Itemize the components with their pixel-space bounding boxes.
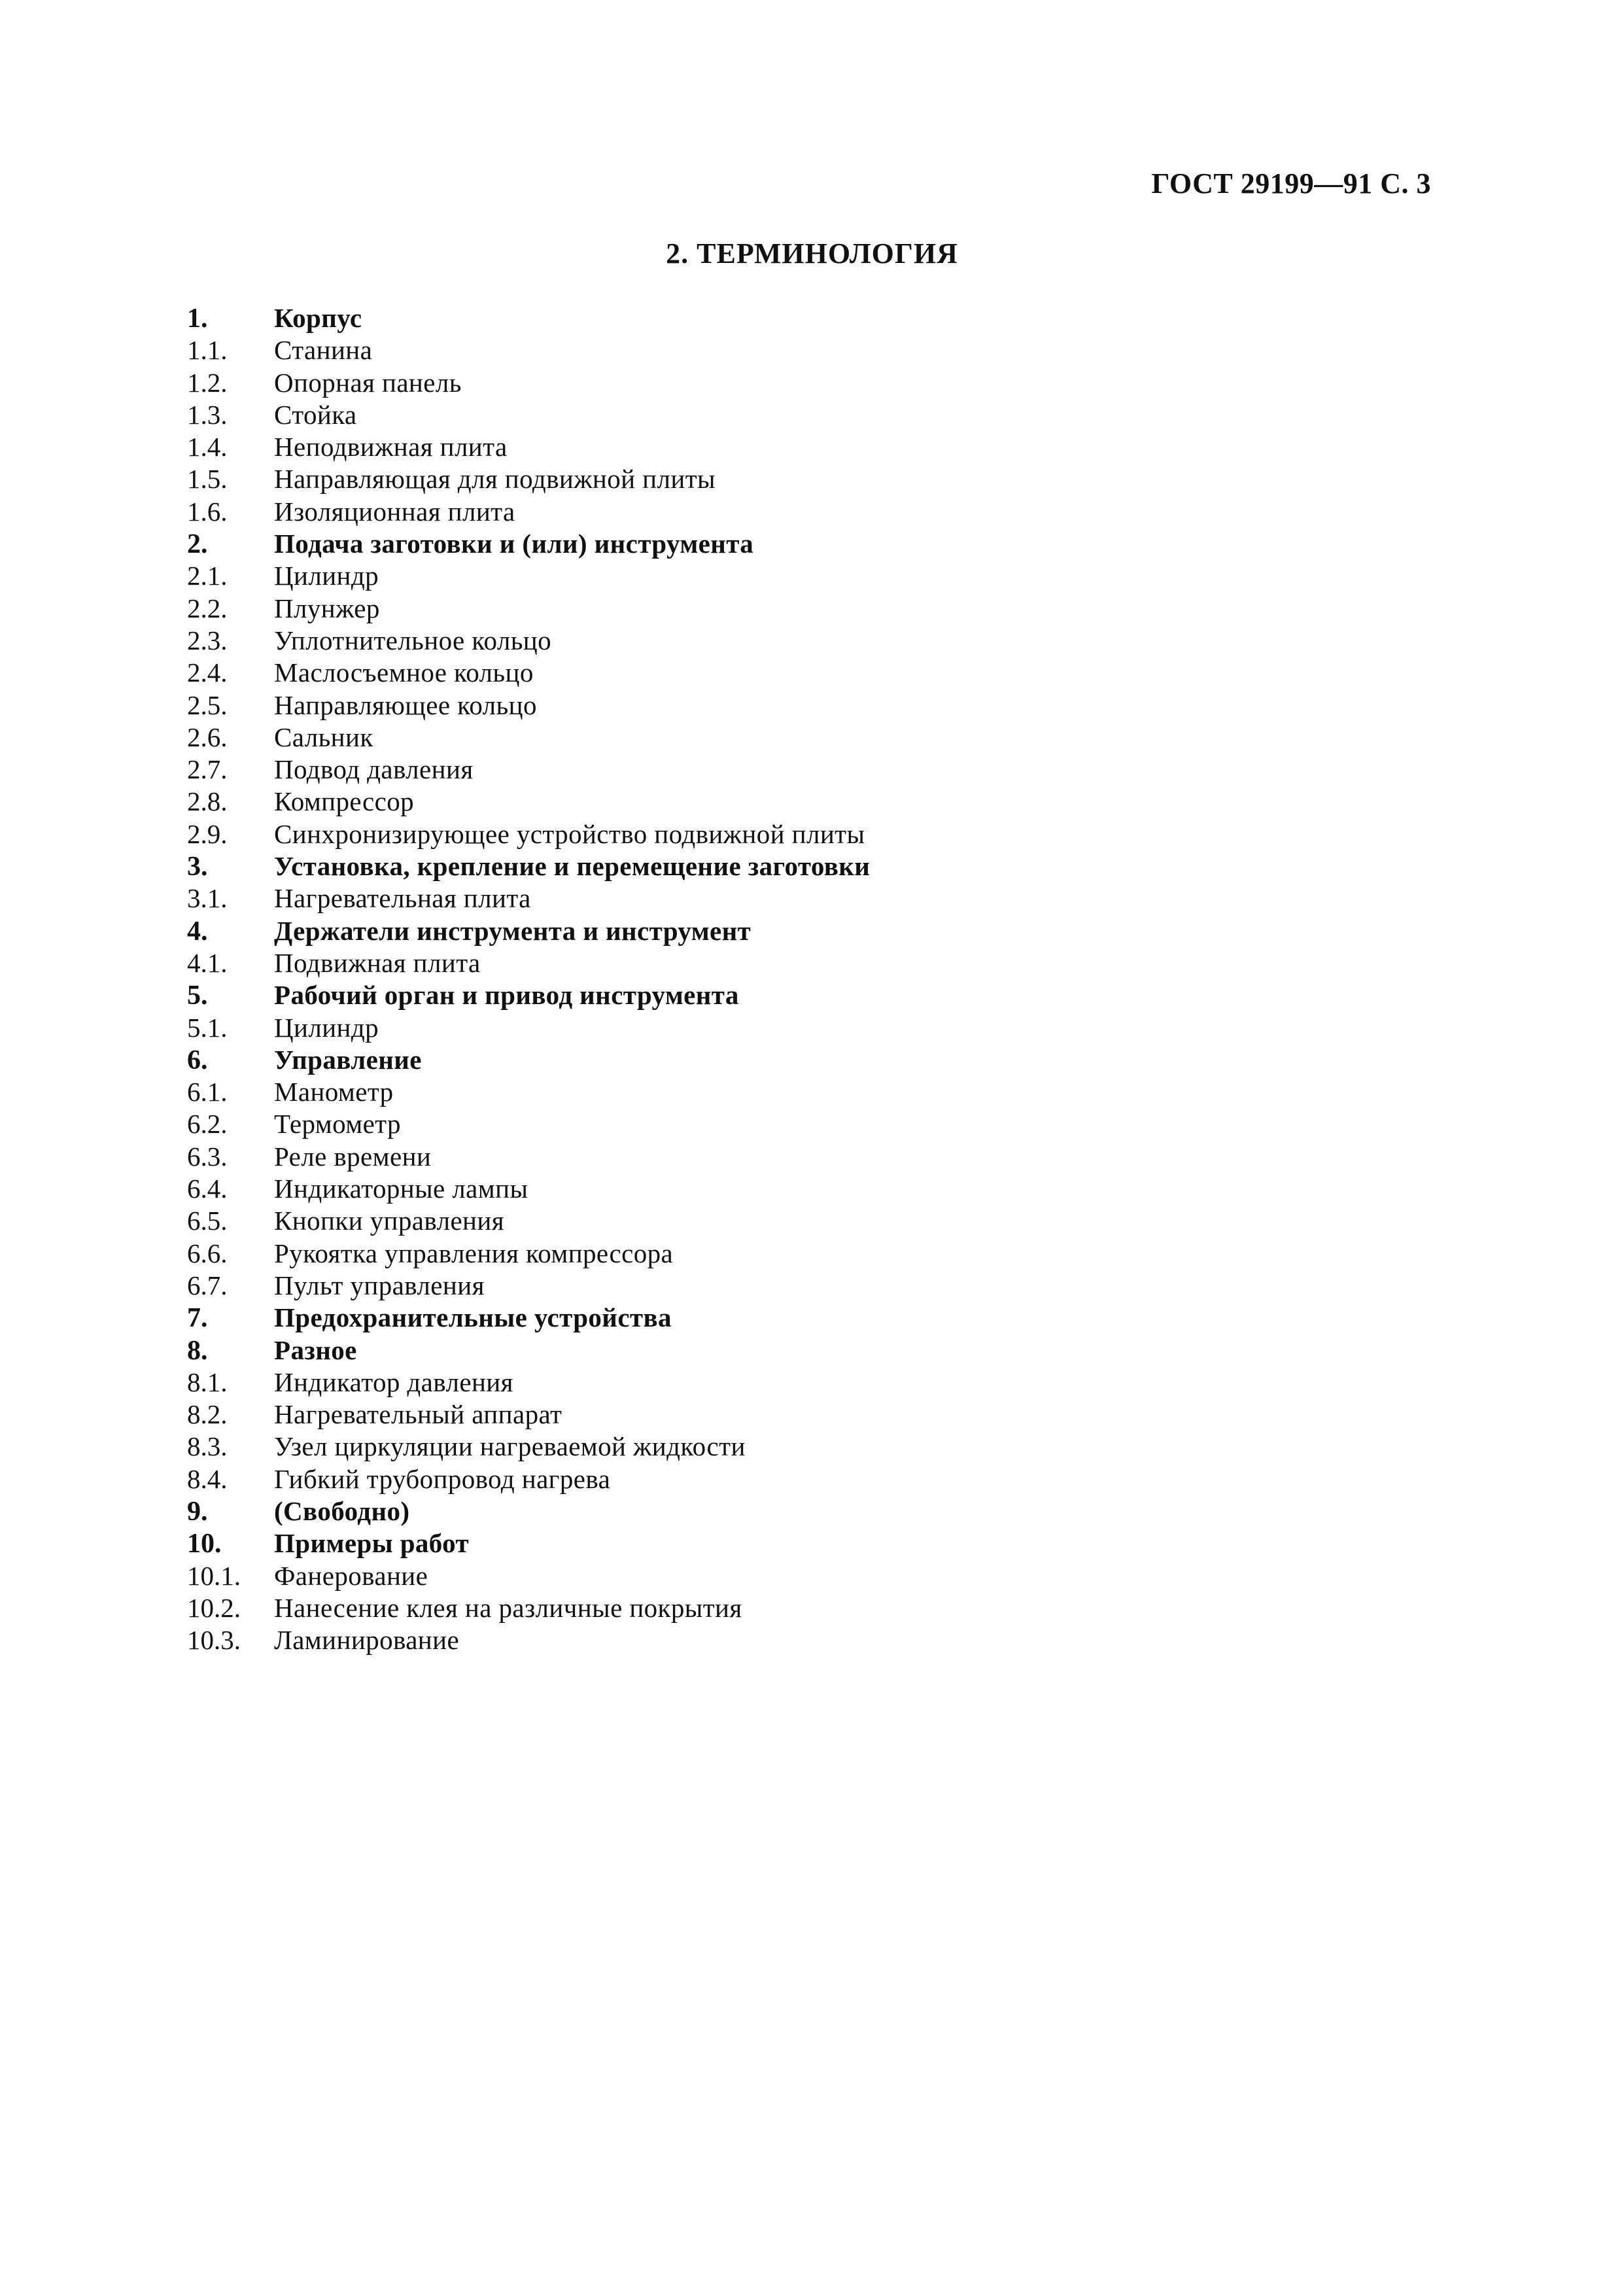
term-text: Рабочий орган и привод инструмента [274, 980, 739, 1011]
term-row [187, 1205, 870, 1237]
term-number: 9. [187, 1496, 208, 1527]
term-row [187, 1270, 870, 1302]
term-number: 7. [187, 1303, 208, 1334]
term-number: 2.8. [187, 786, 228, 817]
term-list [187, 302, 870, 1656]
term-number: 6.7. [187, 1270, 228, 1300]
term-number: 1.2. [187, 367, 228, 398]
term-row [187, 463, 870, 495]
term-number: 6.1. [187, 1077, 228, 1107]
term-row [187, 1238, 870, 1270]
term-number: 2.6. [187, 722, 228, 752]
term-text: Компрессор [274, 786, 415, 817]
term-text: Подача заготовки и (или) инструмента [274, 529, 754, 559]
term-row [187, 625, 870, 657]
term-text: Стойка [274, 399, 357, 430]
term-text: Нагревательная плита [274, 883, 531, 914]
term-number: 6.3. [187, 1141, 228, 1172]
term-row [187, 431, 870, 463]
term-group-row [187, 1527, 870, 1559]
term-text: Индикаторные лампы [274, 1174, 528, 1204]
term-text: Маслосъемное кольцо [274, 657, 534, 688]
term-row [187, 367, 870, 399]
term-text: Опорная панель [274, 367, 462, 398]
term-group-row [187, 1302, 870, 1334]
term-text: Управление [274, 1044, 422, 1075]
term-text: Гибкий трубопровод нагрева [274, 1463, 611, 1494]
term-number: 3.1. [187, 883, 228, 914]
term-row [187, 1592, 870, 1624]
term-row [187, 1108, 870, 1140]
term-text: Примеры работ [274, 1528, 470, 1559]
term-row [187, 1624, 870, 1656]
term-text: Синхронизирующее устройство подвижной плиты [274, 818, 865, 849]
term-text: Подвижная плита [274, 947, 481, 978]
term-number: 2.2. [187, 593, 228, 623]
term-text: Корпус [274, 303, 362, 333]
term-text: (Свободно) [274, 1495, 410, 1526]
term-row [187, 560, 870, 592]
term-number: 6. [187, 1045, 208, 1075]
term-text: Разное [274, 1334, 357, 1365]
term-text: Реле времени [274, 1141, 432, 1172]
term-number: 2.9. [187, 818, 228, 849]
term-group-row [187, 302, 870, 334]
term-number: 1.5. [187, 464, 228, 495]
term-text: Уплотнительное кольцо [274, 625, 552, 655]
term-text: Предохранительные устройства [274, 1302, 672, 1333]
term-number: 1. [187, 304, 208, 334]
term-number: 4.1. [187, 947, 228, 978]
term-text: Плунжер [274, 593, 380, 623]
term-number: 6.5. [187, 1206, 228, 1236]
term-number: 10. [187, 1529, 222, 1559]
term-text: Станина [274, 335, 373, 366]
term-text: Держатели инструмента и инструмент [274, 915, 752, 946]
term-row [187, 818, 870, 850]
term-row [187, 689, 870, 722]
term-text: Пульт управления [274, 1270, 485, 1300]
term-group-row [187, 979, 870, 1011]
term-text: Термометр [274, 1109, 401, 1139]
term-row [187, 399, 870, 431]
term-text: Индикатор давления [274, 1366, 513, 1397]
term-group-row [187, 850, 870, 882]
term-row [187, 947, 870, 979]
term-row [187, 1431, 870, 1463]
term-row [187, 722, 870, 754]
term-text: Нанесение клея на различные покрытия [274, 1592, 742, 1623]
term-text: Направляющее кольцо [274, 689, 537, 720]
term-number: 2.7. [187, 754, 228, 785]
term-group-row [187, 1044, 870, 1076]
term-row [187, 1366, 870, 1399]
term-number: 1.1. [187, 335, 228, 366]
term-number: 4. [187, 916, 208, 947]
term-text: Манометр [274, 1077, 394, 1107]
section-title: 2. ТЕРМИНОЛОГИЯ [666, 237, 958, 270]
term-row [187, 1141, 870, 1173]
term-text: Фанерование [274, 1560, 428, 1591]
term-row [187, 593, 870, 625]
term-number: 2.4. [187, 657, 228, 688]
term-group-row [187, 1334, 870, 1366]
term-row [187, 754, 870, 786]
term-number: 10.3. [187, 1625, 241, 1656]
term-number: 1.6. [187, 496, 228, 527]
page-header: ГОСТ 29199—91 С. 3 [1151, 167, 1431, 200]
term-text: Цилиндр [274, 561, 379, 591]
term-text: Направляющая для подвижной плиты [274, 464, 716, 495]
term-text: Кнопки управления [274, 1206, 504, 1236]
term-row [187, 882, 870, 914]
term-text: Рукоятка управления компрессора [274, 1238, 674, 1268]
term-row [187, 1076, 870, 1108]
term-number: 2. [187, 529, 208, 560]
term-number: 6.2. [187, 1109, 228, 1139]
term-text: Неподвижная плита [274, 432, 508, 462]
term-number: 1.3. [187, 399, 228, 430]
term-number: 2.3. [187, 625, 228, 655]
term-text: Узел циркуляции нагреваемой жидкости [274, 1431, 746, 1462]
term-number: 2.1. [187, 561, 228, 591]
term-number: 6.4. [187, 1174, 228, 1204]
term-number: 8.3. [187, 1431, 228, 1462]
term-text: Ламинирование [274, 1625, 460, 1656]
term-number: 8.4. [187, 1463, 228, 1494]
term-row [187, 1173, 870, 1205]
term-number: 5.1. [187, 1012, 228, 1043]
term-number: 5. [187, 981, 208, 1011]
term-text: Цилиндр [274, 1012, 379, 1043]
term-text: Установка, крепление и перемещение заготовки [274, 851, 871, 882]
term-row [187, 1463, 870, 1495]
term-number: 6.6. [187, 1238, 228, 1268]
term-number: 10.1. [187, 1560, 241, 1591]
term-text: Сальник [274, 722, 373, 752]
term-row [187, 657, 870, 689]
term-number: 10.2. [187, 1592, 241, 1623]
term-number: 2.5. [187, 689, 228, 720]
term-number: 1.4. [187, 432, 228, 462]
term-row [187, 786, 870, 818]
term-number: 8.2. [187, 1399, 228, 1430]
term-group-row [187, 1495, 870, 1527]
term-number: 8.1. [187, 1366, 228, 1397]
term-text: Нагревательный аппарат [274, 1399, 562, 1430]
term-text: Изоляционная плита [274, 496, 515, 527]
term-row [187, 1399, 870, 1431]
term-row [187, 1560, 870, 1592]
term-number: 3. [187, 852, 208, 882]
term-row [187, 496, 870, 528]
term-row [187, 1012, 870, 1044]
term-text: Подвод давления [274, 754, 474, 785]
term-group-row [187, 528, 870, 560]
term-group-row [187, 915, 870, 947]
term-number: 8. [187, 1335, 208, 1366]
term-row [187, 334, 870, 366]
